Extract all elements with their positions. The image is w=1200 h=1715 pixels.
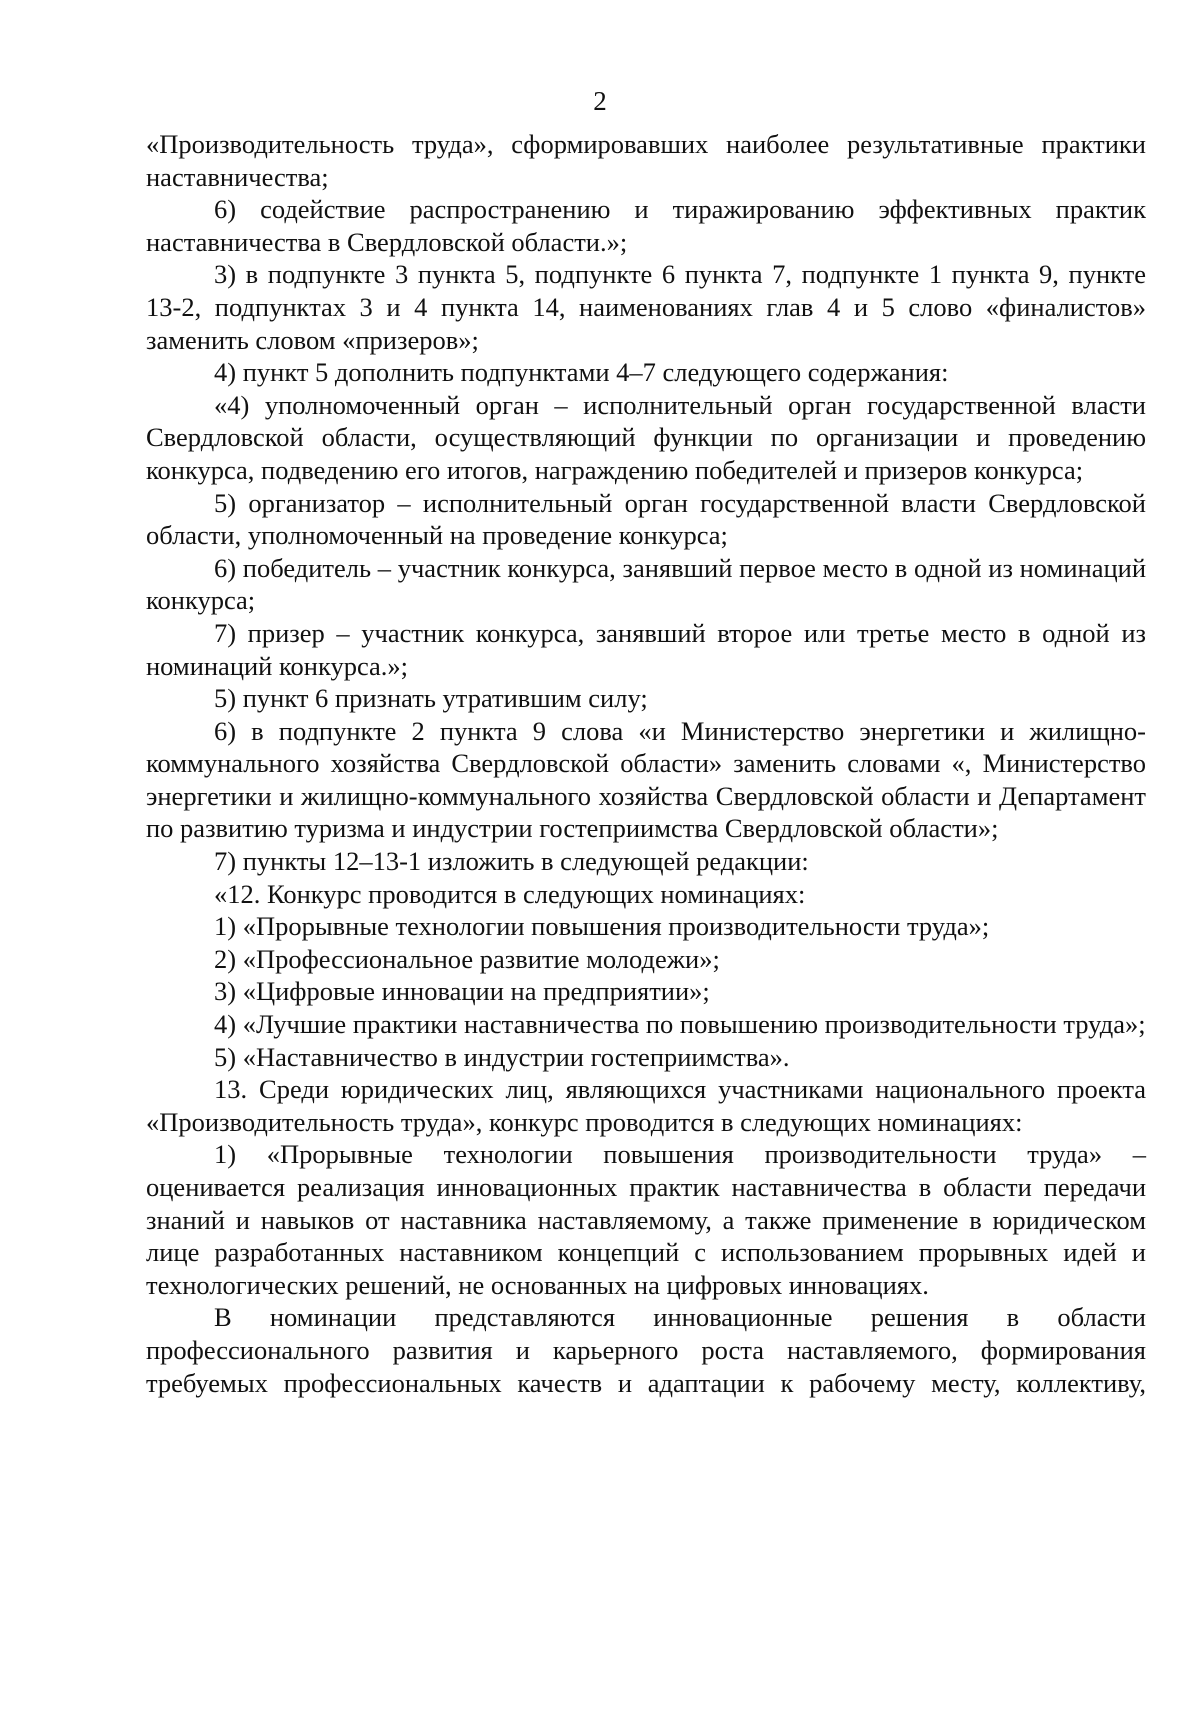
paragraph: «4) уполномоченный орган – исполнительный орган государственной власти Свердловской области, осуществляющий функции по организации и проведению конкурса, подведению его итогов, награждению победителей и призеров конкурса; bbox=[146, 389, 1146, 485]
paragraph: «Производительность труда», сформировавших наиболее результативные практики наставничества; bbox=[146, 129, 1146, 192]
paragraph: 6) победитель – участник конкурса, занявший первое место в одной из номинаций конкурса; bbox=[146, 552, 1146, 616]
paragraph: «12. Конкурс проводится в следующих номинациях: bbox=[214, 878, 806, 909]
paragraph: 6) в подпункте 2 пункта 9 слова «и Министерство энергетики и жилищно-коммунального хозяйства Свердловской области» заменить словами «, Министерство энергетики и жилищно-коммунального хозяйства Свердловской области и Департамент по развитию туризма и индустрии гостеприимства Свердловской области»; bbox=[146, 715, 1146, 844]
page-number: 2 bbox=[593, 86, 607, 116]
paragraph: 7) пункты 12–13-1 изложить в следующей редакции: bbox=[214, 846, 809, 877]
paragraph: 2) «Профессиональное развитие молодежи»; bbox=[214, 943, 720, 974]
paragraph: 13. Среди юридических лиц, являющихся участниками национального проекта «Производительность труда», конкурс проводится в следующих номинациях: bbox=[146, 1074, 1146, 1137]
paragraph: 4) «Лучшие практики наставничества по повышению производительности труда»; bbox=[214, 1009, 1146, 1040]
paragraph: 3) в подпункте 3 пункта 5, подпункте 6 пункта 7, подпункте 1 пункта 9, пункте 13-2, подпунктах 3 и 4 пункта 14, наименованиях глав 4 и 5 слово «финалистов» заменить словом «призеров»; bbox=[146, 259, 1146, 355]
paragraph: 6) содействие распространению и тиражированию эффективных практик наставничества в Свердловской области.»; bbox=[146, 194, 1146, 257]
paragraph: 1) «Прорывные технологии повышения производительности труда» – оценивается реализация инновационных практик наставничества в области передачи знаний и навыков от наставника наставляемому, а также применение в юридическом лице разработанных наставником концепций с использованием прорывных идей и технологических решений, не основанных на цифровых инновациях. bbox=[146, 1139, 1146, 1300]
paragraph: 1) «Прорывные технологии повышения производительности труда»; bbox=[214, 911, 990, 942]
paragraph: В номинации представляются инновационные решения в области профессионального развития и карьерного роста наставляемого, формирования требуемых профессиональных качеств и адаптации к рабочему месту, коллективу, bbox=[146, 1302, 1146, 1398]
paragraph: 5) пункт 6 признать утратившим силу; bbox=[214, 683, 648, 714]
paragraph: 3) «Цифровые инновации на предприятии»; bbox=[214, 976, 710, 1007]
paragraph: 5) организатор – исполнительный орган государственной власти Свердловской области, уполномоченный на проведение конкурса; bbox=[146, 487, 1146, 551]
paragraph: 5) «Наставничество в индустрии гостеприимства». bbox=[214, 1041, 790, 1072]
paragraph: 4) пункт 5 дополнить подпунктами 4–7 следующего содержания: bbox=[214, 357, 949, 388]
paragraph: 7) призер – участник конкурса, занявший второе или третье место в одной из номинаций конкурса.»; bbox=[146, 617, 1146, 681]
document-body bbox=[146, 128, 1146, 1399]
